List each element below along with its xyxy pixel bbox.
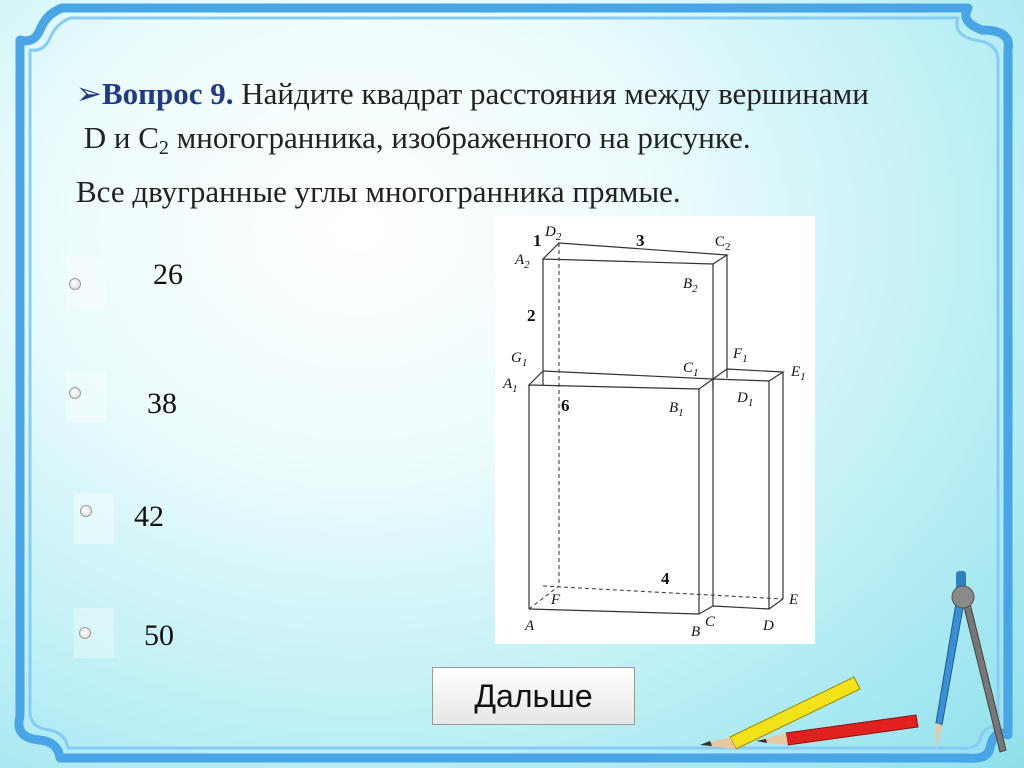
label-B: B <box>691 624 701 640</box>
label-D: D <box>763 618 774 634</box>
length-label-3: 3 <box>636 231 645 250</box>
label-E: E <box>789 592 799 608</box>
compass-icon <box>936 571 1006 752</box>
option-3-label[interactable]: 42 <box>134 500 164 533</box>
arrow-bullet-icon: ➢ <box>76 76 102 111</box>
label-E1: $E_1$ <box>791 364 806 383</box>
length-label-1: 1 <box>533 231 542 250</box>
option-3-hitbox <box>74 494 114 544</box>
label-F1: $F_1$ <box>733 346 748 365</box>
right-top-face <box>713 369 783 381</box>
label-B1: $B_1$ <box>669 400 684 419</box>
option-3-radio[interactable] <box>80 505 92 517</box>
next-button[interactable]: Дальше <box>432 667 635 725</box>
label-C1: $C_1$ <box>683 360 699 379</box>
question-line-2-sub: 2 <box>158 137 169 159</box>
question-number: Вопрос 9. <box>101 76 234 111</box>
option-1-radio[interactable] <box>69 278 81 290</box>
label-B2: $B_2$ <box>683 276 698 295</box>
question-line-2 <box>76 116 976 170</box>
label-C: C <box>705 614 716 630</box>
length-label-2: 2 <box>527 306 536 325</box>
label-D2: $D_2$ <box>545 224 562 243</box>
question-text <box>76 72 976 214</box>
option-2-radio[interactable] <box>69 387 81 399</box>
question-line-1-text: Найдите квадрат расстояния между вершинами <box>241 76 869 111</box>
option-4-radio[interactable] <box>79 627 91 639</box>
upper-box-top-face <box>543 243 727 264</box>
label-A2: $A_2$ <box>515 252 530 271</box>
label-C2: $C_2$ <box>715 234 731 253</box>
question-line-2-post: многогранника, изображенного на рисунке. <box>168 120 751 155</box>
question-line-2-pre: D и C <box>83 120 159 155</box>
label-G1: $G_1$ <box>511 350 528 369</box>
question-line-1 <box>76 72 976 116</box>
label-A1: $A_1$ <box>503 376 518 395</box>
length-label-4: 4 <box>661 569 670 588</box>
label-F: F <box>551 592 561 608</box>
label-D1: $D_1$ <box>737 390 754 409</box>
option-2-label[interactable]: 38 <box>147 387 177 420</box>
pencils-compass-decoration <box>690 565 1024 765</box>
label-A: A <box>525 618 535 634</box>
option-4-label[interactable]: 50 <box>144 619 174 652</box>
option-1-label[interactable]: 26 <box>153 258 183 291</box>
length-label-6: 6 <box>561 396 570 415</box>
question-line-3: Все двугранные углы многогранника прямые. <box>76 174 681 209</box>
